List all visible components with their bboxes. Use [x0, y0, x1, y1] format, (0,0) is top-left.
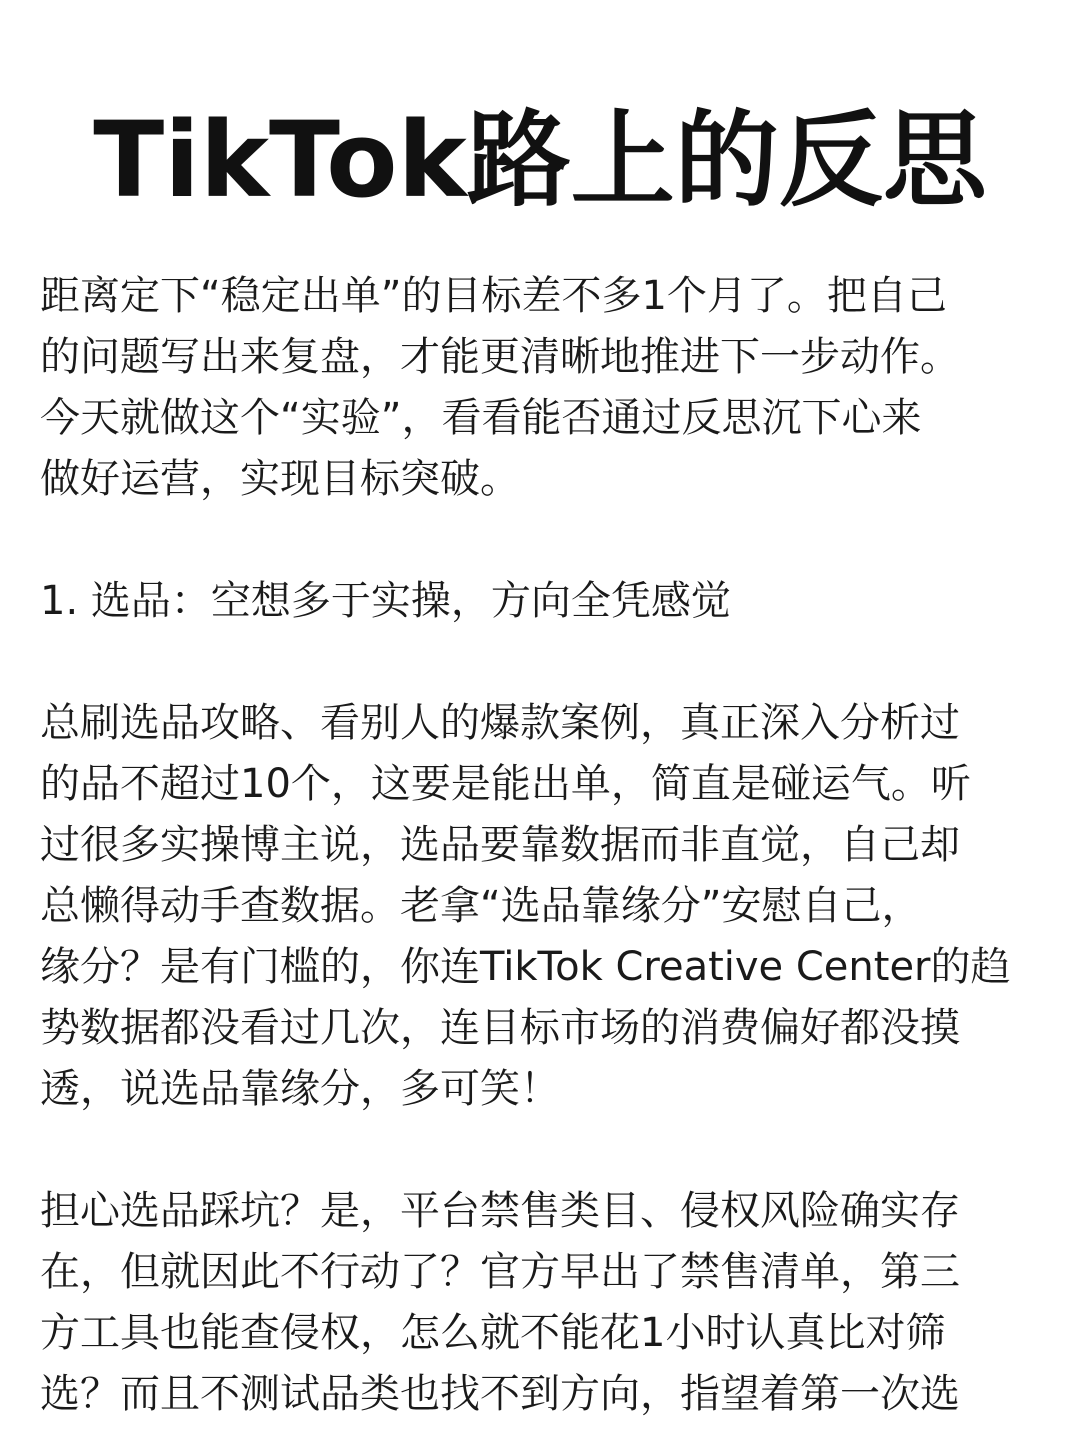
section-heading-selection: 1. 选品：空想多于实操，方向全凭感觉	[40, 578, 731, 624]
article-title: TikTok路上的反思	[93, 99, 987, 221]
paragraph-gap	[40, 1120, 1070, 1181]
article-body	[40, 266, 1070, 1425]
paragraph-selection-habits: 总刷选品攻略、看别人的爆款案例，真正深入分析过 的品不超过10个，这要是能出单，简直是碰运气。听 过很多实操博主说，选品要靠数据而非直觉，自己却 总懒得动手查数据。老拿“选品靠缘分”安慰自己， 缘分？是有门槛的，你连TikTok Creative Center的趋 势数据都没看过几次，连目标市场的消费偏好都没摸 透，说选品靠缘分，多可笑！	[40, 700, 1011, 1112]
paragraph-selection-risk: 担心选品踩坑？是，平台禁售类目、侵权风险确实存 在，但就因此不行动了？官方早出了禁售清单，第三 方工具也能查侵权，怎么就不能花1小时认真比对筛 选？而且不测试品类也找不到方向，指望着第一次选	[40, 1188, 960, 1417]
paragraph-gap	[40, 510, 1070, 571]
paragraph-gap	[40, 632, 1070, 693]
paragraph-intro: 距离定下“稳定出单”的目标差不多1个月了。把自己 的问题写出来复盘，才能更清晰地推进下一步动作。 今天就做这个“实验”，看看能否通过反思沉下心来 做好运营，实现目标突破。	[40, 273, 960, 502]
